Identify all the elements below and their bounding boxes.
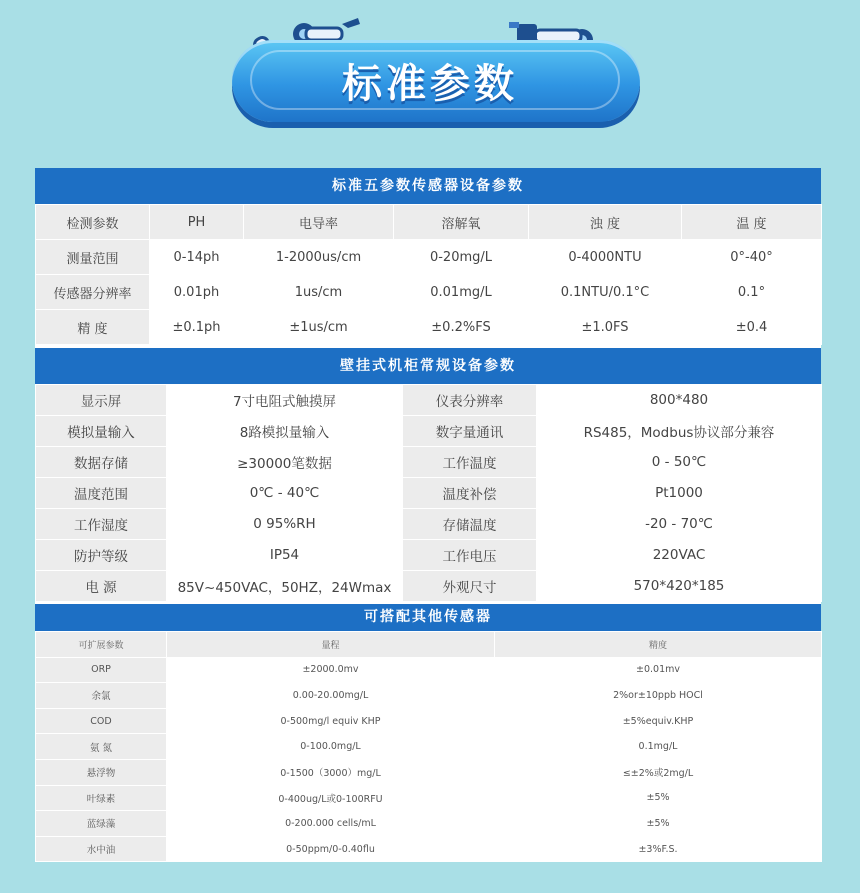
table-row bbox=[36, 785, 822, 811]
row-label: 防护等级 bbox=[36, 540, 167, 571]
spec-panel bbox=[35, 168, 821, 861]
table-cell: 0-200.000 cells/mL bbox=[167, 811, 495, 837]
extra-sensors-table bbox=[35, 631, 822, 862]
table-cell: ±1.0FS bbox=[529, 310, 682, 345]
table-cell: -20 - 70℃ bbox=[537, 509, 822, 540]
table-cell: Pt1000 bbox=[537, 478, 822, 509]
header-cell: 可扩展参数 bbox=[36, 632, 167, 658]
table-header-row bbox=[36, 205, 822, 240]
table-cell: ±5% bbox=[495, 811, 822, 837]
row-label: 蓝绿藻 bbox=[36, 811, 167, 837]
row-label: 工作湿度 bbox=[36, 509, 167, 540]
table-cell: ≤±2%或2mg/L bbox=[495, 759, 822, 785]
table-row bbox=[36, 683, 822, 709]
header-cell: 溶解氧 bbox=[394, 205, 529, 240]
table-row bbox=[36, 759, 822, 785]
table-row bbox=[36, 571, 822, 602]
header-cell: 检测参数 bbox=[36, 205, 150, 240]
header-cell: 浊 度 bbox=[529, 205, 682, 240]
table-cell: 0 - 50℃ bbox=[537, 447, 822, 478]
row-label: 存储温度 bbox=[403, 509, 537, 540]
row-label: 显示屏 bbox=[36, 385, 167, 416]
table-cell: 0.01ph bbox=[150, 275, 244, 310]
row-label: 模拟量输入 bbox=[36, 416, 167, 447]
row-label: 外观尺寸 bbox=[403, 571, 537, 602]
row-label: 余氯 bbox=[36, 683, 167, 709]
table-cell: ±0.2%FS bbox=[394, 310, 529, 345]
row-label: 温度补偿 bbox=[403, 478, 537, 509]
table-cell: 220VAC bbox=[537, 540, 822, 571]
row-label: 仪表分辨率 bbox=[403, 385, 537, 416]
table-cell: 0-400ug/L或0-100RFU bbox=[167, 785, 495, 811]
row-label: 数字量通讯 bbox=[403, 416, 537, 447]
row-label: 电 源 bbox=[36, 571, 167, 602]
table-cell: ±2000.0mv bbox=[167, 657, 495, 683]
header-cell: 温 度 bbox=[682, 205, 822, 240]
row-label: COD bbox=[36, 708, 167, 734]
table-row bbox=[36, 416, 822, 447]
table-cell: 0-100.0mg/L bbox=[167, 734, 495, 760]
row-label: 数据存储 bbox=[36, 447, 167, 478]
table-row bbox=[36, 657, 822, 683]
page-title: 标准参数 bbox=[342, 61, 518, 107]
table-cell: 0.1NTU/0.1°C bbox=[529, 275, 682, 310]
section-title-sensor-params: 标准五参数传感器设备参数 bbox=[35, 168, 821, 204]
table-cell: 1us/cm bbox=[244, 275, 394, 310]
table-cell: ±5%equiv.KHP bbox=[495, 708, 822, 734]
row-label: 传感器分辨率 bbox=[36, 275, 150, 310]
row-label: 氨 氮 bbox=[36, 734, 167, 760]
table-row bbox=[36, 310, 822, 345]
table-row bbox=[36, 478, 822, 509]
row-label: 水中油 bbox=[36, 836, 167, 862]
table-cell: ±3%F.S. bbox=[495, 836, 822, 862]
header-cell: 精度 bbox=[495, 632, 822, 658]
table-cell: ±1us/cm bbox=[244, 310, 394, 345]
row-label: 叶绿素 bbox=[36, 785, 167, 811]
row-label: 测量范围 bbox=[36, 240, 150, 275]
table-cell: ±5% bbox=[495, 785, 822, 811]
table-cell: ±0.01mv bbox=[495, 657, 822, 683]
table-row bbox=[36, 811, 822, 837]
sensor-params-table bbox=[35, 204, 822, 345]
table-cell: 0.00-20.00mg/L bbox=[167, 683, 495, 709]
table-row bbox=[36, 708, 822, 734]
table-cell: 0.1° bbox=[682, 275, 822, 310]
table-cell: 0-500mg/l equiv KHP bbox=[167, 708, 495, 734]
table-row bbox=[36, 509, 822, 540]
table-row bbox=[36, 385, 822, 416]
table-cell: RS485，Modbus协议部分兼容 bbox=[537, 416, 822, 447]
table-cell: 85V~450VAC，50HZ，24Wmax bbox=[167, 571, 403, 602]
header-cell: 量程 bbox=[167, 632, 495, 658]
row-label: 温度范围 bbox=[36, 478, 167, 509]
table-cell: 2%or±10ppb HOCl bbox=[495, 683, 822, 709]
table-cell: 0-20mg/L bbox=[394, 240, 529, 275]
header-cell: PH bbox=[150, 205, 244, 240]
table-row bbox=[36, 734, 822, 760]
banner bbox=[0, 0, 860, 160]
table-cell: 0℃ - 40℃ bbox=[167, 478, 403, 509]
table-cell: 7寸电阻式触摸屏 bbox=[167, 385, 403, 416]
table-row bbox=[36, 540, 822, 571]
table-cell: ±0.4 bbox=[682, 310, 822, 345]
row-label: 悬浮物 bbox=[36, 759, 167, 785]
table-cell: 800*480 bbox=[537, 385, 822, 416]
row-label: ORP bbox=[36, 657, 167, 683]
table-cell: 0-4000NTU bbox=[529, 240, 682, 275]
table-row bbox=[36, 275, 822, 310]
table-row bbox=[36, 240, 822, 275]
section-title-extra-sensors: 可搭配其他传感器 bbox=[35, 604, 821, 631]
row-label: 精 度 bbox=[36, 310, 150, 345]
table-cell: 0-50ppm/0-0.40flu bbox=[167, 836, 495, 862]
table-cell: 0.1mg/L bbox=[495, 734, 822, 760]
table-cell: ±0.1ph bbox=[150, 310, 244, 345]
table-header-row bbox=[36, 632, 822, 658]
table-cell: 0-1500（3000）mg/L bbox=[167, 759, 495, 785]
table-cell: 8路模拟量输入 bbox=[167, 416, 403, 447]
header-cell: 电导率 bbox=[244, 205, 394, 240]
table-row bbox=[36, 447, 822, 478]
cabinet-params-table bbox=[35, 384, 822, 602]
row-label: 工作电压 bbox=[403, 540, 537, 571]
table-cell: 570*420*185 bbox=[537, 571, 822, 602]
table-cell: 0-14ph bbox=[150, 240, 244, 275]
row-label: 工作温度 bbox=[403, 447, 537, 478]
table-cell: ≥30000笔数据 bbox=[167, 447, 403, 478]
table-cell: 0 95%RH bbox=[167, 509, 403, 540]
table-cell: 1-2000us/cm bbox=[244, 240, 394, 275]
table-cell: 0°-40° bbox=[682, 240, 822, 275]
table-row bbox=[36, 836, 822, 862]
table-cell: 0.01mg/L bbox=[394, 275, 529, 310]
table-cell: IP54 bbox=[167, 540, 403, 571]
section-title-cabinet-params: 壁挂式机柜常规设备参数 bbox=[35, 348, 821, 384]
